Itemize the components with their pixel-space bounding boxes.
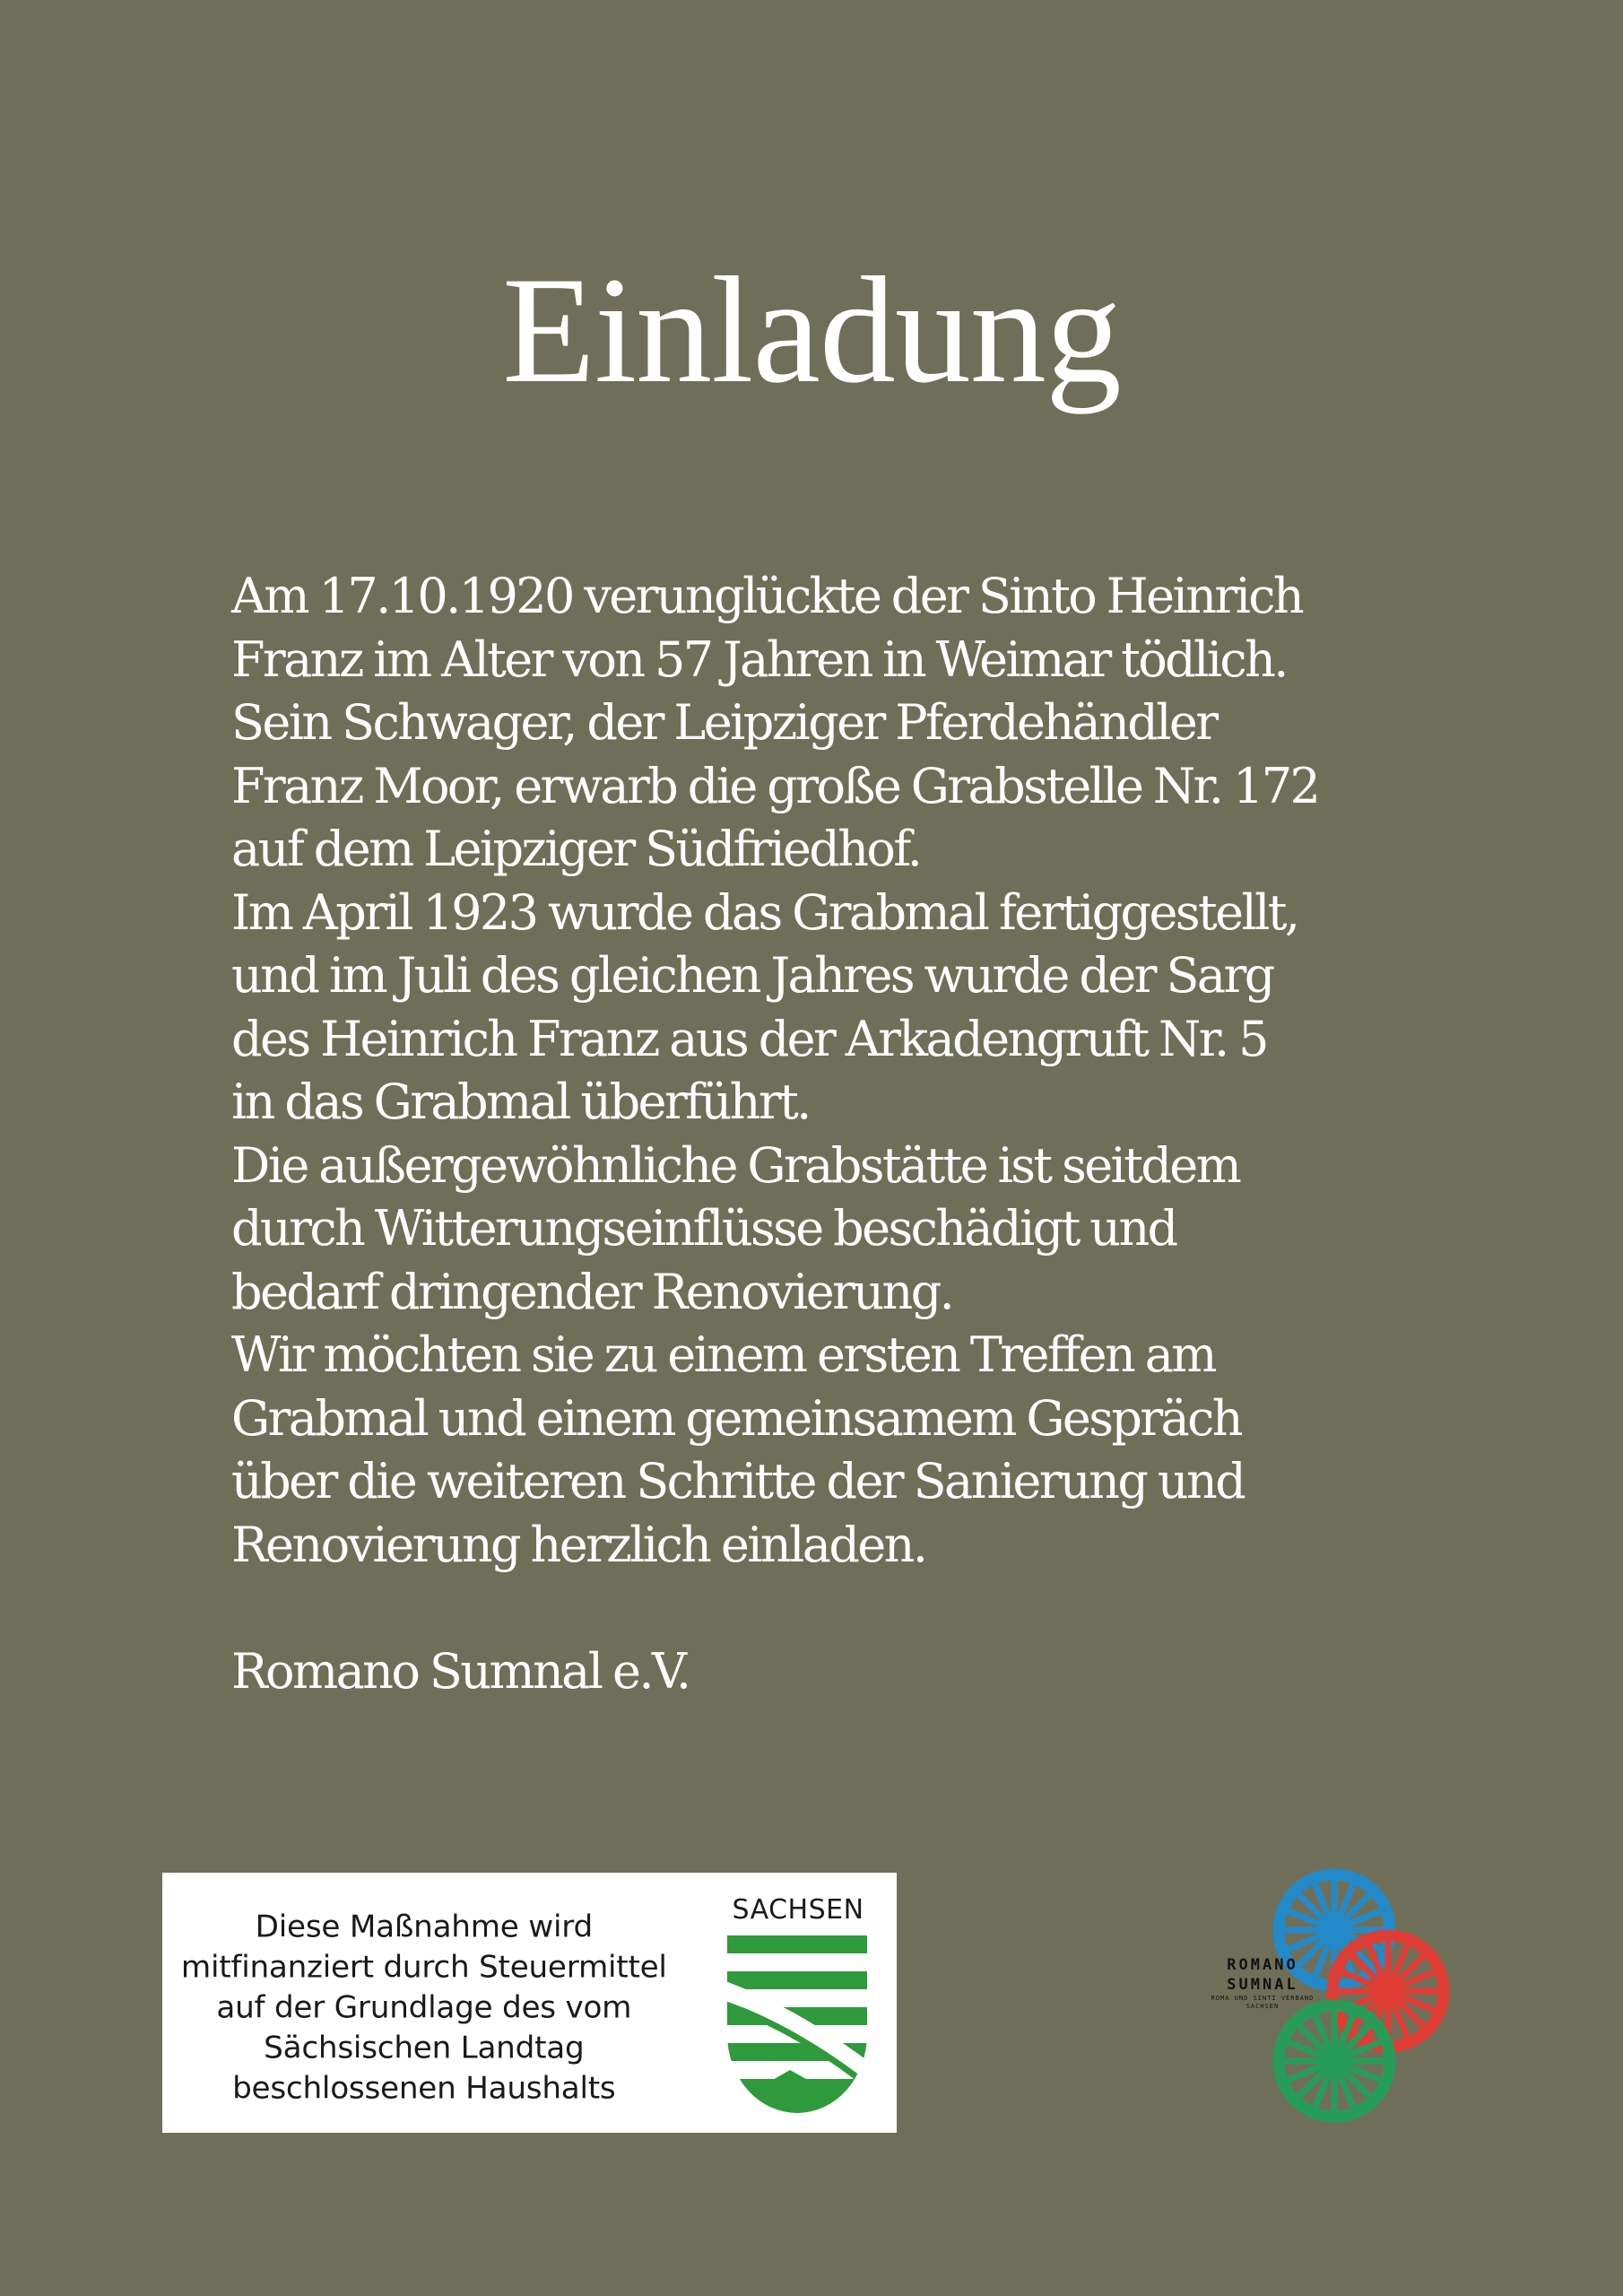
body-line: Am 17.10.1920 verunglückte der Sinto Heinrich xyxy=(231,568,1303,624)
body-line: Grabmal und einem gemeinsamem Gespräch xyxy=(231,1389,1241,1447)
funding-notice xyxy=(162,1873,897,2133)
body-line: Wir möchten sie zu einem ersten Treffen am xyxy=(231,1326,1215,1383)
body-line: durch Witterungseinflüsse beschädigt und xyxy=(231,1200,1176,1257)
body-line: Renovierung herzlich einladen. xyxy=(231,1516,926,1573)
body-line: bedarf dringender Renovierung. xyxy=(231,1263,953,1320)
funding-line: beschlossenen Haushalts xyxy=(232,2070,616,2106)
body-line: des Heinrich Franz aus der Arkadengruft Nr. 5 xyxy=(231,1010,1267,1067)
paragraph-gap xyxy=(231,1577,1424,1640)
body-line: Die außergewöhnliche Grabstätte ist seitdem xyxy=(231,1136,1240,1194)
invitation-body xyxy=(231,565,1424,1703)
body-line: Franz im Alter von 57 Jahren in Weimar tödlich. xyxy=(231,631,1287,688)
sachsen-label: SACHSEN xyxy=(732,1894,864,1926)
funding-line: auf der Grundlage des vom xyxy=(216,1989,632,2025)
org-wordmark-name: ROMANO SUMNAL xyxy=(1227,1956,1298,1994)
body-line: und im Juli des gleichen Jahres wurde der Sarg xyxy=(231,947,1273,1004)
funding-text xyxy=(175,1907,673,2109)
body-line: auf dem Leipziger Südfriedhof. xyxy=(231,821,921,877)
body-line: Franz Moor, erwarb die große Grabstelle Nr. 172 xyxy=(231,757,1319,814)
signature: Romano Sumnal e.V. xyxy=(231,1642,690,1700)
body-line: Im April 1923 wurde das Grabmal fertiggestellt, xyxy=(231,883,1298,941)
funding-line: Sächsischen Landtag xyxy=(264,2030,585,2066)
wheel-green xyxy=(1279,2005,1390,2117)
funding-line: Diese Maßnahme wird xyxy=(255,1909,593,1944)
body-line: in das Grabmal überführt. xyxy=(231,1074,810,1130)
org-wordmark xyxy=(1209,1955,1316,2011)
saxony-coat-of-arms-icon xyxy=(727,1935,867,2113)
funding-line: mitfinanziert durch Steuermittel xyxy=(180,1949,667,1985)
body-line: Sein Schwager, der Leipziger Pferdehändler xyxy=(231,694,1217,751)
page-title: Einladung xyxy=(502,246,1121,414)
org-wordmark-tagline: ROMA UND SINTI VERBAND SACHSEN xyxy=(1211,1995,1315,2010)
body-line: über die weiteren Schritte der Sanierung und xyxy=(231,1453,1245,1509)
